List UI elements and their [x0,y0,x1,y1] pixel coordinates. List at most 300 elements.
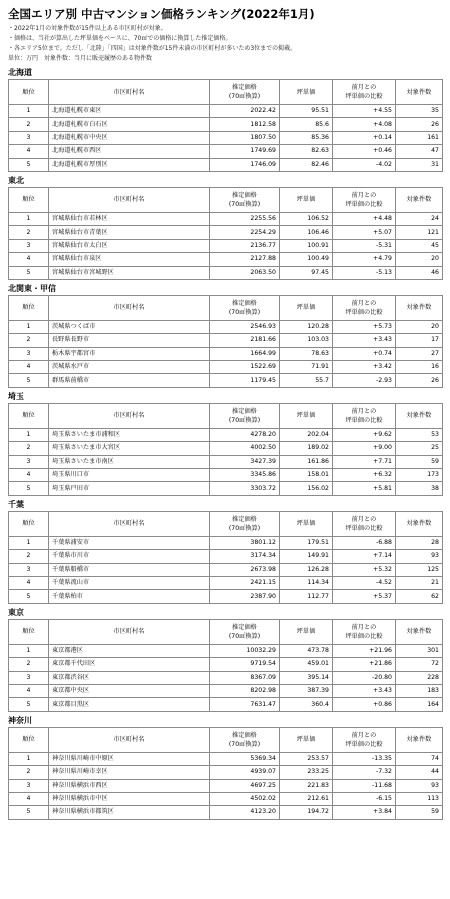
cell-change: +5.32 [333,563,396,576]
table-row [9,550,443,563]
cell-change: +21.86 [333,658,396,671]
header-price-text: (70㎡換算) [228,308,261,316]
cell-rank: 5 [9,158,49,171]
header-city-text: 市区町村名 [113,304,145,312]
table-row [9,226,443,239]
header-count-text: 対象件数 [406,628,432,636]
cell-price: 4502.02 [210,792,280,805]
cell-change: -11.68 [333,779,396,792]
cell-tsubo: 473.78 [280,644,333,657]
cell-tsubo: 114.34 [280,576,333,589]
cell-rank: 4 [9,792,49,805]
header-city [49,295,210,320]
table-row [9,131,443,144]
section-title: 北海道 [8,68,32,77]
cell-price: 2546.93 [210,320,280,333]
header-city-text: 市区町村名 [113,520,145,528]
header-price-text: (70㎡換算) [228,93,261,100]
cell-city: 東京都港区 [49,644,210,657]
header-tsubo-text: 坪単価 [296,628,316,636]
cell-rank: 2 [9,550,49,563]
table-row [9,428,443,441]
cell-count: 35 [396,105,443,118]
cell-rank: 2 [9,226,49,239]
cell-price: 2387.90 [210,590,280,603]
cell-change: +7.71 [333,455,396,468]
cell-rank: 1 [9,212,49,225]
header-count [396,619,443,644]
cell-city: 北海道札幌市中央区 [49,131,210,144]
cell-change: +3.43 [333,334,396,347]
cell-tsubo: 179.51 [280,536,333,549]
cell-count: 24 [396,212,443,225]
cell-count: 93 [396,550,443,563]
cell-count: 59 [396,455,443,468]
table-row [9,752,443,765]
cell-city: 東京都目黒区 [49,698,210,711]
cell-count: 93 [396,779,443,792]
header-city-text: 市区町村名 [113,628,145,636]
cell-price: 4939.07 [210,766,280,779]
cell-count: 183 [396,684,443,697]
cell-tsubo: 112.77 [280,590,333,603]
cell-tsubo: 360.4 [280,698,333,711]
header-change [333,403,396,428]
cell-count: 17 [396,334,443,347]
table-header-row [9,727,443,752]
header-price-text: 推定価格 [232,731,257,739]
ranking-table [8,79,443,172]
cell-city: 神奈川県川崎市中原区 [49,752,210,765]
cell-count: 27 [396,347,443,360]
header-tsubo-text: 坪単価 [296,412,316,420]
cell-rank: 3 [9,671,49,684]
table-row [9,266,443,279]
section-title: 東北 [8,175,24,185]
cell-price: 2127.88 [210,253,280,266]
area-section [8,283,442,388]
cell-rank: 5 [9,590,49,603]
cell-rank: 5 [9,698,49,711]
header-city [49,80,210,105]
header-price-text: 推定価格 [232,299,257,307]
cell-rank: 1 [9,536,49,549]
cell-tsubo: 212.61 [280,792,333,805]
table-row [9,576,443,589]
cell-price: 5369.34 [210,752,280,765]
cell-tsubo: 106.52 [280,212,333,225]
cell-tsubo: 387.39 [280,684,333,697]
header-change [333,511,396,536]
header-price [210,80,280,105]
table-row [9,105,443,118]
page-title: 全国エリア別 中古マンション価格ランキング(2022年1月) [8,7,315,21]
header-change-text: 坪単価の比較 [345,524,383,532]
header-change-text: 坪単価の比較 [345,200,383,208]
table-row [9,482,443,495]
cell-city: 神奈川県横浜市中区 [49,792,210,805]
table-row [9,766,443,779]
cell-tsubo: 395.14 [280,671,333,684]
header-rank [9,511,49,536]
table-row [9,469,443,482]
cell-change: -6.15 [333,792,396,805]
cell-change: +5.37 [333,590,396,603]
cell-tsubo: 103.03 [280,334,333,347]
cell-tsubo: 161.86 [280,455,333,468]
cell-count: 53 [396,428,443,441]
header-count [396,403,443,428]
cell-change: +5.81 [333,482,396,495]
header-change [333,187,396,212]
header-change-text: 前月との [351,84,377,91]
cell-change: +21.96 [333,644,396,657]
header-tsubo [280,511,333,536]
cell-city: 千葉県流山市 [49,576,210,589]
cell-city: 埼玉県川口市 [49,469,210,482]
cell-tsubo: 82.46 [280,158,333,171]
cell-rank: 1 [9,428,49,441]
cell-count: 161 [396,131,443,144]
cell-count: 38 [396,482,443,495]
cell-price: 1812.58 [210,118,280,131]
header-rank [9,619,49,644]
table-row [9,563,443,576]
table-row [9,253,443,266]
table-row [9,792,443,805]
cell-rank: 1 [9,644,49,657]
cell-rank: 1 [9,752,49,765]
header-city-text: 市区町村名 [113,88,145,96]
cell-change: -13.35 [333,752,396,765]
cell-rank: 2 [9,442,49,455]
header-city-text: 市区町村名 [113,196,145,204]
cell-count: 44 [396,766,443,779]
cell-change: +6.32 [333,469,396,482]
header-count-text: 対象件数 [406,196,432,204]
cell-price: 4002.50 [210,442,280,455]
cell-change: -5.31 [333,239,396,252]
cell-count: 121 [396,226,443,239]
table-row [9,442,443,455]
cell-change: +4.48 [333,212,396,225]
cell-city: 宮城県仙台市泉区 [49,253,210,266]
cell-price: 1664.99 [210,347,280,360]
cell-city: 宮城県仙台市青葉区 [49,226,210,239]
header-city-text: 市区町村名 [113,736,145,744]
notes [8,24,442,64]
header-rank [9,295,49,320]
cell-change: +0.74 [333,347,396,360]
header-count [396,80,443,105]
table-row [9,334,443,347]
header-price-text: (70㎡換算) [228,740,261,748]
cell-change: +0.14 [333,131,396,144]
cell-tsubo: 126.28 [280,563,333,576]
header-price-text: (70㎡換算) [228,632,261,640]
header-change-text: 前月との [351,191,377,199]
cell-count: 74 [396,752,443,765]
table-row [9,239,443,252]
cell-tsubo: 55.7 [280,374,333,387]
header-price [210,187,280,212]
sections-container [8,67,442,820]
cell-price: 2421.15 [210,576,280,589]
cell-city: 千葉県船橋市 [49,563,210,576]
table-row [9,320,443,333]
cell-rank: 4 [9,576,49,589]
header-count [396,187,443,212]
ranking-table [8,295,443,388]
area-section [8,175,442,280]
cell-change: +3.42 [333,361,396,374]
cell-rank: 1 [9,105,49,118]
header-count-text: 対象件数 [406,736,432,744]
cell-city: 茨城県水戸市 [49,361,210,374]
cell-tsubo: 106.46 [280,226,333,239]
cell-count: 164 [396,698,443,711]
header-tsubo [280,187,333,212]
header-change-text: 坪単価の比較 [345,632,383,640]
cell-tsubo: 149.91 [280,550,333,563]
note-line: ・2022年1月の対象件数が15件以上ある市区町村が対象。 [8,25,167,32]
cell-price: 8202.98 [210,684,280,697]
table-row [9,118,443,131]
ranking-table [8,727,443,820]
cell-city: 埼玉県さいたま市大宮区 [49,442,210,455]
cell-change: -7.32 [333,766,396,779]
section-title: 埼玉 [8,391,24,401]
cell-price: 4278.20 [210,428,280,441]
cell-count: 72 [396,658,443,671]
table-row [9,684,443,697]
cell-rank: 3 [9,455,49,468]
area-section [8,67,442,172]
header-price-text: 推定価格 [232,623,257,631]
cell-city: 北海道札幌市西区 [49,145,210,158]
cell-change: -20.80 [333,671,396,684]
header-city [49,727,210,752]
table-row [9,361,443,374]
table-row [9,658,443,671]
cell-tsubo: 233.25 [280,766,333,779]
header-tsubo-text: 坪単価 [296,88,316,96]
cell-count: 301 [396,644,443,657]
cell-rank: 3 [9,563,49,576]
header-change-text: 前月との [351,623,377,631]
cell-change: -2.93 [333,374,396,387]
header-rank-text: 順位 [22,736,35,744]
cell-change: +3.84 [333,806,396,819]
cell-count: 31 [396,158,443,171]
cell-rank: 5 [9,482,49,495]
cell-city: 埼玉県さいたま市浦和区 [49,428,210,441]
cell-price: 3174.34 [210,550,280,563]
header-rank-text: 順位 [22,520,35,528]
cell-change: -6.88 [333,536,396,549]
table-row [9,536,443,549]
cell-change: +9.00 [333,442,396,455]
header-change-text: 前月との [351,407,377,415]
header-tsubo [280,403,333,428]
cell-rank: 2 [9,658,49,671]
table-row [9,698,443,711]
cell-city: 北海道札幌市厚別区 [49,158,210,171]
cell-tsubo: 189.02 [280,442,333,455]
cell-price: 1807.50 [210,131,280,144]
cell-city: 栃木県宇都宮市 [49,347,210,360]
cell-count: 45 [396,239,443,252]
cell-price: 2022.42 [210,105,280,118]
cell-rank: 2 [9,334,49,347]
header-tsubo-text: 坪単価 [296,520,316,528]
cell-count: 25 [396,442,443,455]
cell-price: 9719.54 [210,658,280,671]
area-section [8,607,442,712]
cell-change: -5.13 [333,266,396,279]
header-count [396,511,443,536]
header-change-text: 坪単価の比較 [345,308,383,316]
cell-city: 長野県長野市 [49,334,210,347]
header-change [333,295,396,320]
cell-count: 47 [396,145,443,158]
header-price-text: (70㎡換算) [228,524,261,532]
cell-change: +5.73 [333,320,396,333]
cell-count: 173 [396,469,443,482]
note-line: ・各エリア5位まで。ただし「北陸」「四国」は対象件数が15件未満の市区町村が多いため3位までの掲載。 [8,45,297,52]
cell-rank: 3 [9,779,49,792]
cell-rank: 5 [9,374,49,387]
cell-price: 1746.09 [210,158,280,171]
header-price [210,403,280,428]
cell-city: 宮城県仙台市宮城野区 [49,266,210,279]
cell-rank: 4 [9,469,49,482]
cell-change: +0.46 [333,145,396,158]
cell-price: 7631.47 [210,698,280,711]
cell-price: 1179.45 [210,374,280,387]
header-change-text: 前月との [351,731,377,739]
cell-tsubo: 100.49 [280,253,333,266]
section-title: 神奈川 [8,715,32,725]
header-tsubo [280,295,333,320]
header-count-text: 対象件数 [406,520,432,528]
cell-tsubo: 85.6 [280,118,333,131]
cell-city: 宮城県仙台市太白区 [49,239,210,252]
header-change [333,80,396,105]
cell-rank: 5 [9,266,49,279]
cell-price: 2181.66 [210,334,280,347]
cell-count: 125 [396,563,443,576]
header-tsubo [280,619,333,644]
header-rank [9,187,49,212]
cell-city: 茨城県つくば市 [49,320,210,333]
header-count [396,295,443,320]
cell-tsubo: 95.51 [280,105,333,118]
cell-rank: 4 [9,361,49,374]
note-line: 単位：万円 対象件数：当月に販売履歴のある物件数 [8,55,153,62]
table-header-row [9,295,443,320]
header-rank [9,80,49,105]
header-city [49,619,210,644]
section-title: 東京 [8,607,24,617]
cell-price: 4123.20 [210,806,280,819]
cell-city: 群馬県前橋市 [49,374,210,387]
cell-change: +3.43 [333,684,396,697]
cell-tsubo: 120.28 [280,320,333,333]
header-price [210,619,280,644]
cell-city: 東京都中央区 [49,684,210,697]
header-count-text: 対象件数 [406,88,432,96]
cell-price: 2254.29 [210,226,280,239]
cell-city: 東京都渋谷区 [49,671,210,684]
note-line: ・価格は、当社が算出した坪単価をベースに、70㎡での価格に換算した推定価格。 [8,35,232,42]
cell-tsubo: 97.45 [280,266,333,279]
cell-city: 神奈川県川崎市幸区 [49,766,210,779]
table-header-row [9,187,443,212]
cell-price: 4697.25 [210,779,280,792]
cell-tsubo: 85.36 [280,131,333,144]
cell-count: 20 [396,320,443,333]
cell-count: 228 [396,671,443,684]
table-row [9,158,443,171]
cell-change: +0.86 [333,698,396,711]
header-change-text: 前月との [351,299,377,307]
cell-city: 東京都千代田区 [49,658,210,671]
table-row [9,212,443,225]
cell-rank: 5 [9,806,49,819]
cell-price: 3345.86 [210,469,280,482]
header-change-text: 坪単価の比較 [345,740,383,748]
cell-rank: 3 [9,239,49,252]
cell-rank: 1 [9,320,49,333]
header-change-text: 坪単価の比較 [345,93,383,100]
cell-count: 21 [396,576,443,589]
table-header-row [9,619,443,644]
area-section [8,715,442,820]
cell-rank: 2 [9,766,49,779]
area-section [8,391,442,496]
cell-rank: 2 [9,118,49,131]
cell-city: 千葉県市川市 [49,550,210,563]
header-tsubo-text: 坪単価 [296,304,316,312]
header-price [210,511,280,536]
cell-price: 1749.69 [210,145,280,158]
table-row [9,779,443,792]
cell-city: 北海道札幌市東区 [49,105,210,118]
header-rank-text: 順位 [22,628,35,636]
table-row [9,590,443,603]
header-change-text: 前月との [351,515,377,523]
header-count [396,727,443,752]
cell-count: 113 [396,792,443,805]
table-row [9,644,443,657]
ranking-table [8,511,443,604]
table-row [9,806,443,819]
cell-price: 3427.39 [210,455,280,468]
cell-tsubo: 202.04 [280,428,333,441]
cell-city: 宮城県仙台市若林区 [49,212,210,225]
section-title: 北関東・甲信 [8,283,56,293]
header-city [49,511,210,536]
ranking-table [8,619,443,712]
header-change-text: 坪単価の比較 [345,416,383,424]
cell-rank: 3 [9,347,49,360]
cell-tsubo: 253.57 [280,752,333,765]
cell-tsubo: 221.83 [280,779,333,792]
header-price-text: (70㎡換算) [228,416,261,424]
table-row [9,145,443,158]
cell-tsubo: 459.01 [280,658,333,671]
